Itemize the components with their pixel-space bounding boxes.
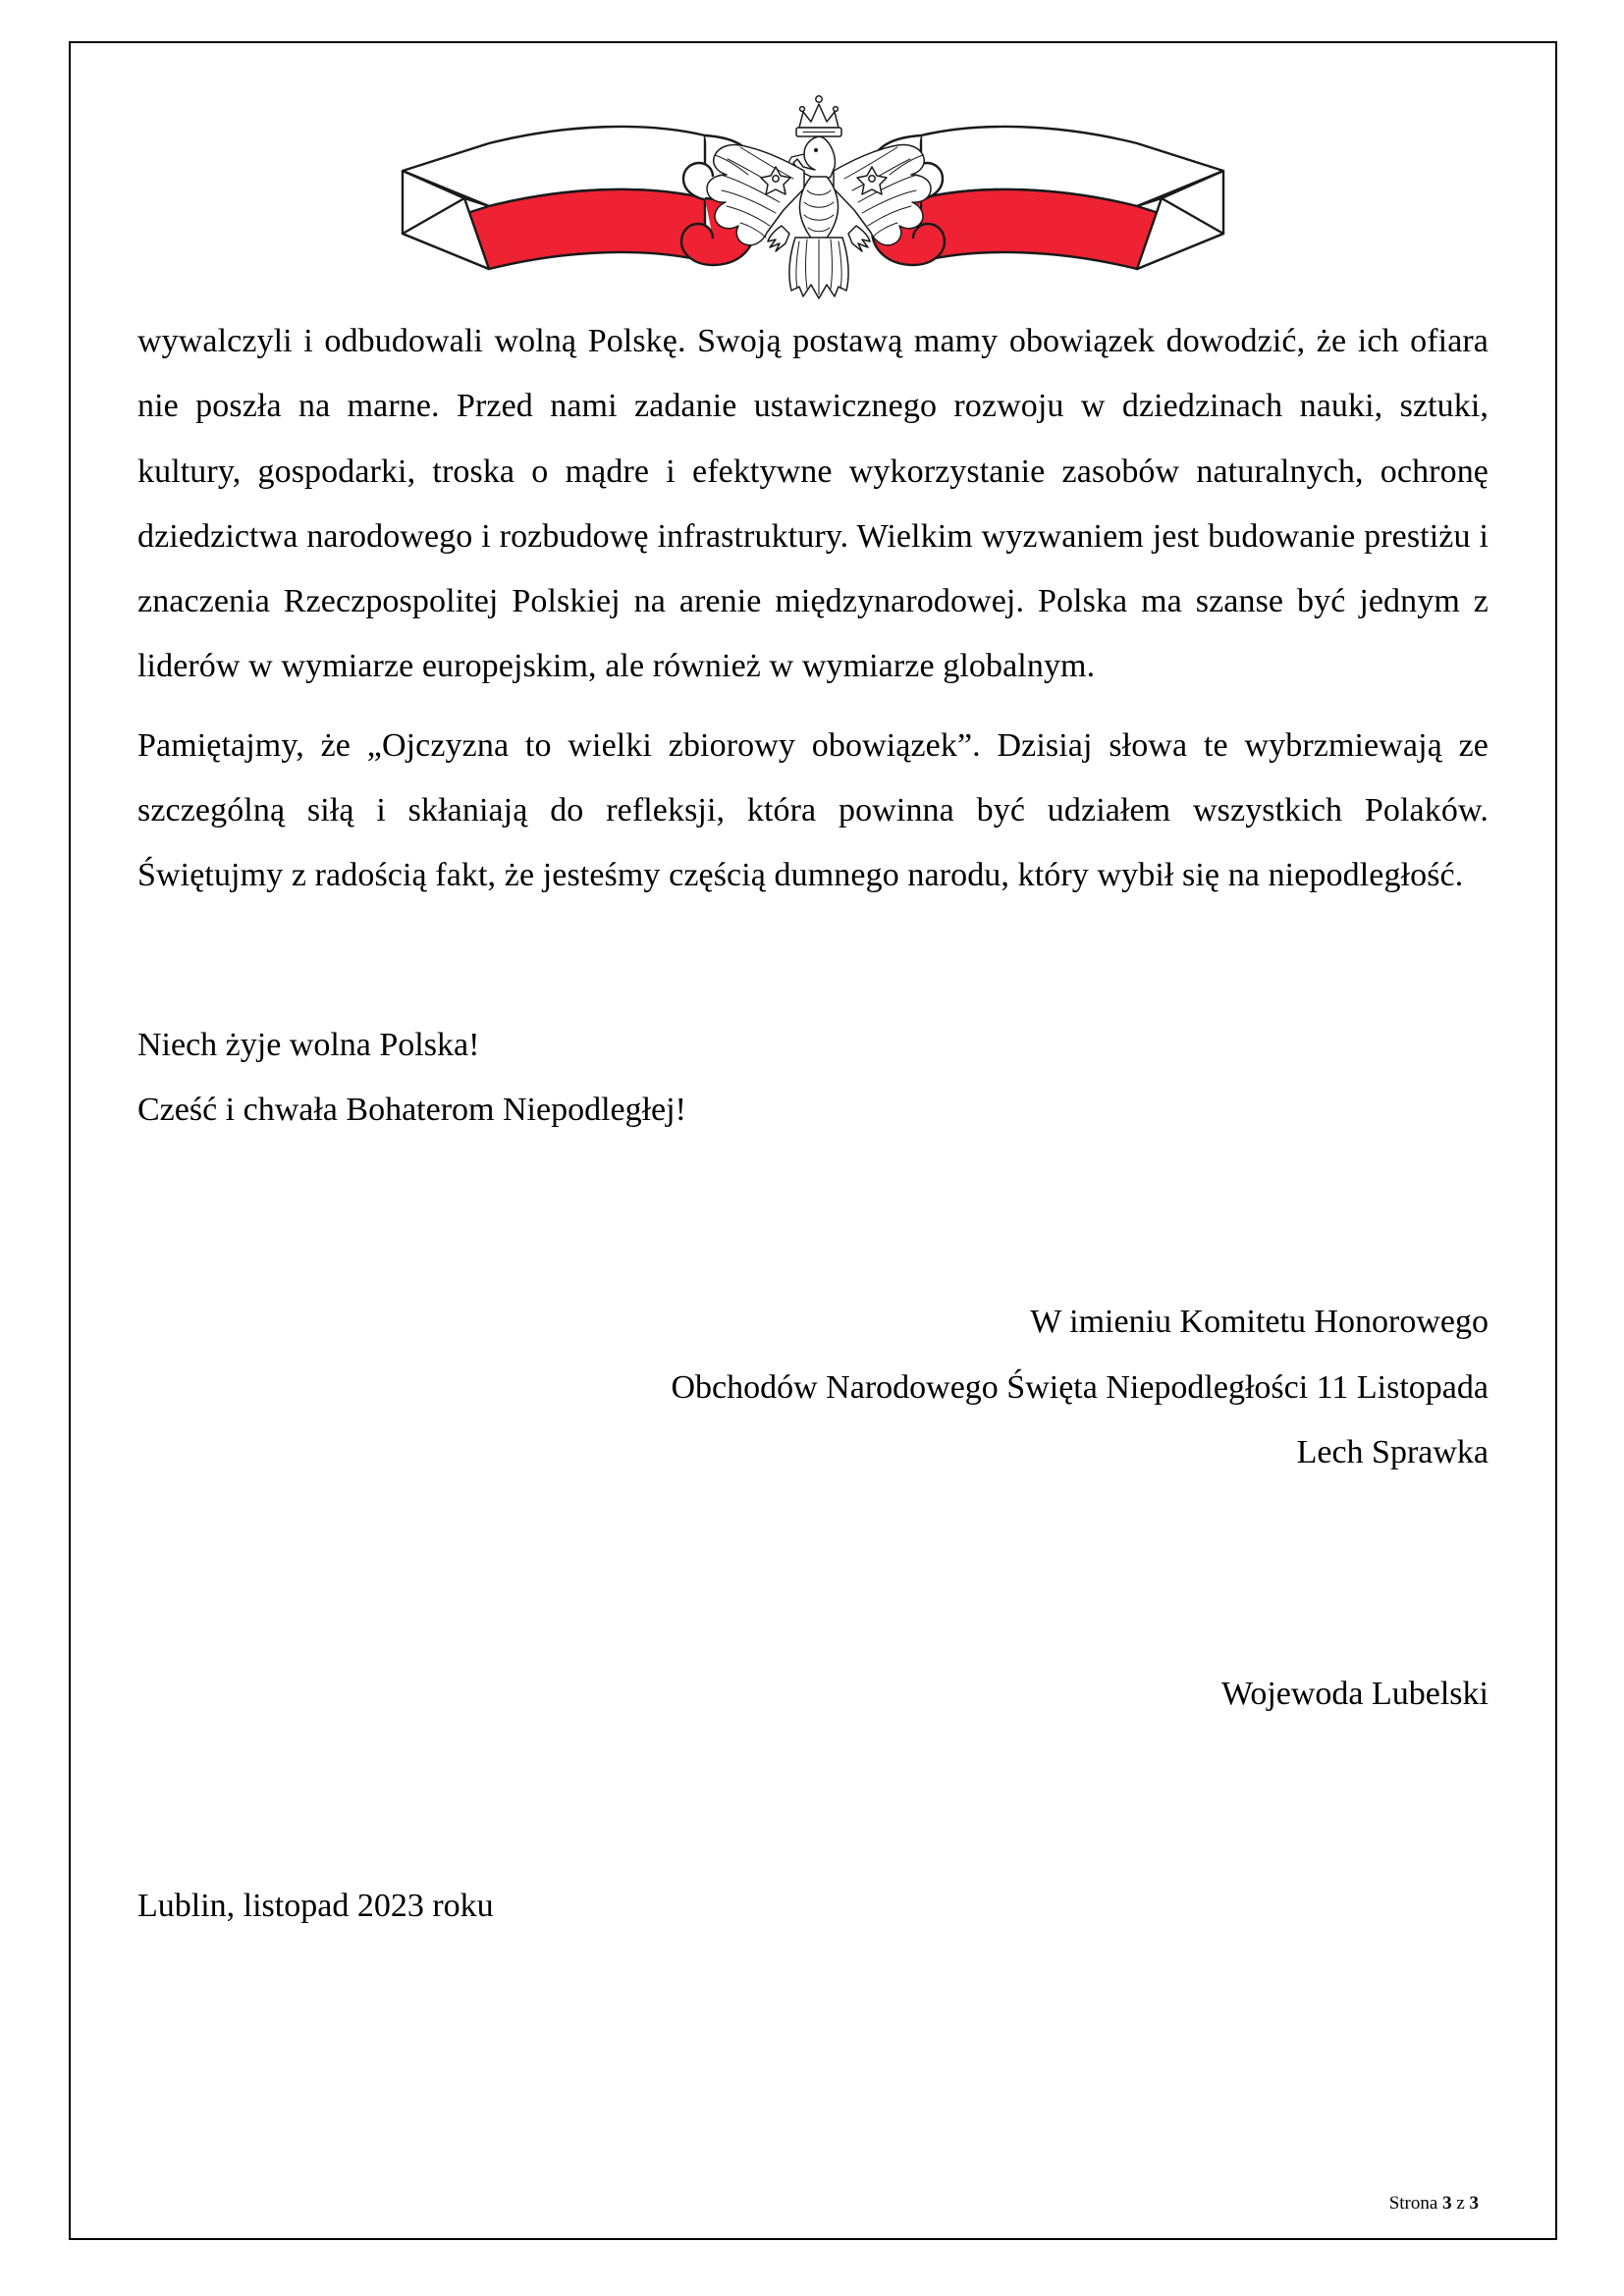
page-content <box>137 73 1489 2228</box>
signature-line-2: Obchodów Narodowego Święta Niepodległości 11 Listopada <box>671 1368 1489 1406</box>
spacer <box>137 923 1489 1013</box>
closing-line-1: Niech żyje wolna Polska! <box>137 1026 480 1063</box>
footer-prefix: Strona <box>1388 2193 1438 2214</box>
white-eagle-icon <box>707 96 931 298</box>
spacer <box>137 1485 1489 1662</box>
document-page <box>69 41 1557 2240</box>
spacer <box>137 1727 1489 1874</box>
closing-line-2: Cześć i chwała Bohaterom Niepodległej! <box>137 1091 686 1128</box>
paragraph-2: Pamiętajmy, że „Ojczyzna to wielki zbiorowy obowiązek”. Dzisiaj słowa te wybrzmiewają ze szczególną siłą i skłaniają do refleksji, która powinna być udziałem wszystkich Polaków. Świętujmy z radością fakt, że jesteśmy częścią dumnego narodu, który wybił się na niepodległość. <box>137 726 1489 894</box>
signature-line-1: W imieniu Komitetu Honorowego <box>1030 1304 1489 1341</box>
letter-body <box>137 309 1489 1940</box>
signature-name: Lech Sprawka <box>1296 1433 1489 1470</box>
page-footer <box>1389 2193 1479 2215</box>
footer-current-page: 3 <box>1442 2193 1452 2214</box>
date-line: Lublin, listopad 2023 roku <box>137 1888 494 1925</box>
footer-separator: z <box>1456 2193 1465 2214</box>
spacer <box>137 1143 1489 1290</box>
signature-title: Wojewoda Lubelski <box>1220 1676 1489 1713</box>
polish-emblem-with-flags-icon <box>293 73 1333 303</box>
paragraph-1: wywalczyli i odbudowali wolną Polskę. Swoją postawą mamy obowiązek dowodzić, że ich ofiara nie poszła na marne. Przed nami zadanie ustawicznego rozwoju w dziedzinach nauki, sztuki, kultury, gospodarki, troska o mądre i efektywne wykorzystanie zasobów naturalnych, ochronę dziedzictwa narodowego i rozbudowę infrastruktury. Wielkim wyzwaniem jest budowanie prestiżu i znaczenia Rzeczpospolitej Polskiej na arenie międzynarodowej. Polska ma szanse być jednym z liderów w wymiarze europejskim, ale również w wymiarze globalnym. <box>137 323 1489 685</box>
footer-total-pages: 3 <box>1469 2193 1479 2214</box>
header-emblem-banner <box>293 73 1333 303</box>
